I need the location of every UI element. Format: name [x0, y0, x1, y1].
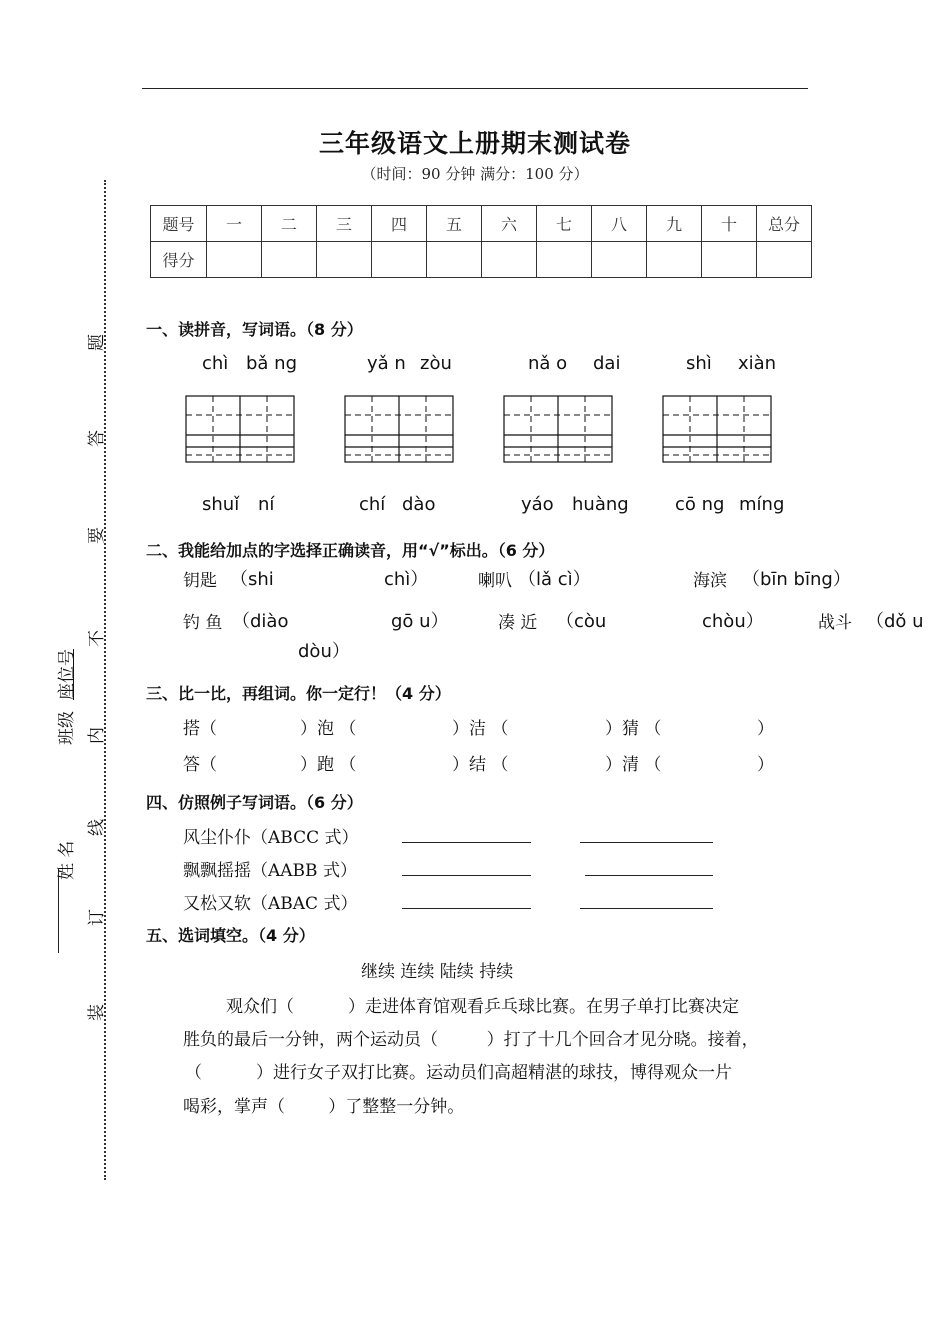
section-2-heading: 二、我能给加点的字选择正确读音，用“√”标出。（6 分） — [146, 541, 555, 560]
pinyin-top: xiàn — [738, 353, 777, 374]
score-cell[interactable] — [537, 242, 592, 278]
binding-char: 答 — [87, 430, 107, 447]
compare-item: ） — [757, 755, 774, 775]
score-cell[interactable] — [482, 242, 537, 278]
pinyin-option[interactable]: dòu） — [298, 641, 350, 662]
pinyin-bottom: cō ng — [675, 494, 725, 515]
section-5-heading: 五、选词填空。（4 分） — [146, 926, 315, 945]
passage-line: 胜负的最后一分钟，两个运动员（ ）打了十几个回合才见分晓。接着， — [183, 1030, 759, 1050]
pinyin-top: chì — [202, 353, 229, 374]
compare-item: ）结 （ — [452, 755, 509, 775]
pinyin-option[interactable]: chòu） — [702, 611, 764, 632]
binding-char: 要 — [87, 527, 107, 544]
compare-item: ）洁 （ — [452, 719, 509, 739]
passage-line: 观众们（ ）走进体育馆观看乒乓球比赛。在男子单打比赛决定 — [226, 997, 740, 1017]
pinyin-option[interactable]: chì） — [384, 569, 429, 590]
binding-char: 线 — [87, 819, 107, 836]
pinyin-bottom: ní — [258, 494, 275, 515]
pinyin-bottom: chí — [359, 494, 386, 515]
answer-blank[interactable] — [580, 908, 713, 909]
pinyin-top: zòu — [420, 353, 452, 374]
dotted-word: 凑 近 — [498, 613, 538, 633]
pinyin-bottom: míng — [739, 494, 785, 515]
passage-line: 喝彩，掌声（ ）了整整一分钟。 — [183, 1097, 465, 1117]
binding-char: 不 — [87, 630, 107, 647]
table-header-cell: 二 — [262, 206, 317, 242]
section-4-heading: 四、仿照例子写词语。（6 分） — [146, 793, 363, 812]
pinyin-option[interactable]: （diào — [232, 611, 289, 632]
answer-blank[interactable] — [402, 842, 531, 843]
dotted-word: 钥匙 — [183, 571, 217, 591]
binding-char: 订 — [87, 909, 107, 926]
binding-char: 内 — [87, 727, 107, 744]
table-header-cell: 八 — [592, 206, 647, 242]
section-1-heading: 一、读拼音，写词语。（8 分） — [146, 320, 363, 339]
table-header-cell: 题号 — [151, 206, 207, 242]
example-word: 飘飘摇摇（AABB 式） — [183, 861, 357, 881]
margin-name-label: 姓 名 — [57, 840, 77, 880]
score-cell[interactable] — [207, 242, 262, 278]
pinyin-top: shì — [686, 353, 712, 374]
score-cell[interactable] — [262, 242, 317, 278]
compare-item: ）猜 （ — [605, 719, 662, 739]
compare-item: ） — [757, 719, 774, 739]
exam-info: （时间：90 分钟 满分：100 分） — [361, 165, 589, 183]
table-header-cell: 九 — [647, 206, 702, 242]
passage-line: （ ）进行女子双打比赛。运动员们高超精湛的球技，博得观众一片 — [185, 1063, 733, 1083]
score-cell[interactable] — [427, 242, 482, 278]
compare-item: 搭（ — [183, 719, 217, 739]
pinyin-top: yǎ n — [367, 353, 406, 374]
table-header-cell: 六 — [482, 206, 537, 242]
score-cell[interactable] — [317, 242, 372, 278]
score-cell[interactable] — [647, 242, 702, 278]
table-header-cell: 七 — [537, 206, 592, 242]
score-cell[interactable] — [592, 242, 647, 278]
table-row-label: 得分 — [151, 242, 207, 278]
answer-blank[interactable] — [585, 875, 713, 876]
writing-grid[interactable] — [344, 395, 456, 463]
margin-seat-label: 座位号 — [57, 649, 77, 700]
compare-item: 答（ — [183, 755, 217, 775]
table-header-cell: 十 — [702, 206, 757, 242]
compare-item: ）跑 （ — [300, 755, 357, 775]
dotted-word: 钓 鱼 — [183, 613, 223, 633]
table-header-cell: 一 — [207, 206, 262, 242]
pinyin-bottom: yáo — [521, 494, 554, 515]
page-title: 三年级语文上册期末测试卷 — [318, 129, 631, 158]
dotted-word: 海滨 — [693, 571, 727, 591]
writing-grid[interactable] — [185, 395, 297, 463]
pinyin-top: dai — [593, 353, 621, 374]
table-header-cell: 总分 — [757, 206, 812, 242]
example-word: 风尘仆仆（ABCC 式） — [183, 828, 359, 848]
pinyin-option[interactable]: （shi — [230, 569, 274, 590]
pinyin-option[interactable]: （bīn bīng） — [742, 569, 851, 590]
score-cell[interactable] — [702, 242, 757, 278]
top-rule — [142, 88, 808, 89]
writing-grid[interactable] — [662, 395, 774, 463]
score-table — [150, 205, 812, 278]
compare-item: ）清 （ — [605, 755, 662, 775]
pinyin-option[interactable]: （lǎ cì） — [518, 569, 591, 590]
section-3-heading: 三、比一比，再组词。你一定行！（4 分） — [146, 684, 451, 703]
table-header-cell: 五 — [427, 206, 482, 242]
pinyin-top: nǎ o — [528, 353, 568, 374]
score-cell[interactable] — [757, 242, 812, 278]
margin-name-blank — [58, 868, 59, 953]
pinyin-option[interactable]: （còu — [556, 611, 607, 632]
pinyin-bottom: huàng — [572, 494, 629, 515]
binding-char: 装 — [87, 1004, 107, 1021]
writing-grid[interactable] — [503, 395, 615, 463]
pinyin-option[interactable]: gō u） — [391, 611, 449, 632]
answer-blank[interactable] — [402, 875, 531, 876]
pinyin-bottom: shuǐ — [202, 494, 240, 515]
answer-blank[interactable] — [580, 842, 713, 843]
dotted-word: 战斗 — [818, 613, 852, 633]
score-cell[interactable] — [372, 242, 427, 278]
word-bank: 继续 连续 陆续 持续 — [361, 962, 514, 982]
pinyin-option[interactable]: （dǒ u — [866, 611, 924, 632]
compare-item: ）泡 （ — [300, 719, 357, 739]
margin-class-label: 班级 — [57, 711, 77, 745]
table-header-cell: 四 — [372, 206, 427, 242]
example-word: 又松又软（ABAC 式） — [183, 894, 358, 914]
binding-char: 题 — [87, 334, 107, 351]
pinyin-bottom: dào — [402, 494, 436, 515]
dotted-word: 喇叭 — [478, 571, 512, 591]
answer-blank[interactable] — [402, 908, 531, 909]
pinyin-top: bǎ ng — [246, 353, 298, 374]
binding-dotted-line — [104, 180, 106, 1180]
table-header-cell: 三 — [317, 206, 372, 242]
